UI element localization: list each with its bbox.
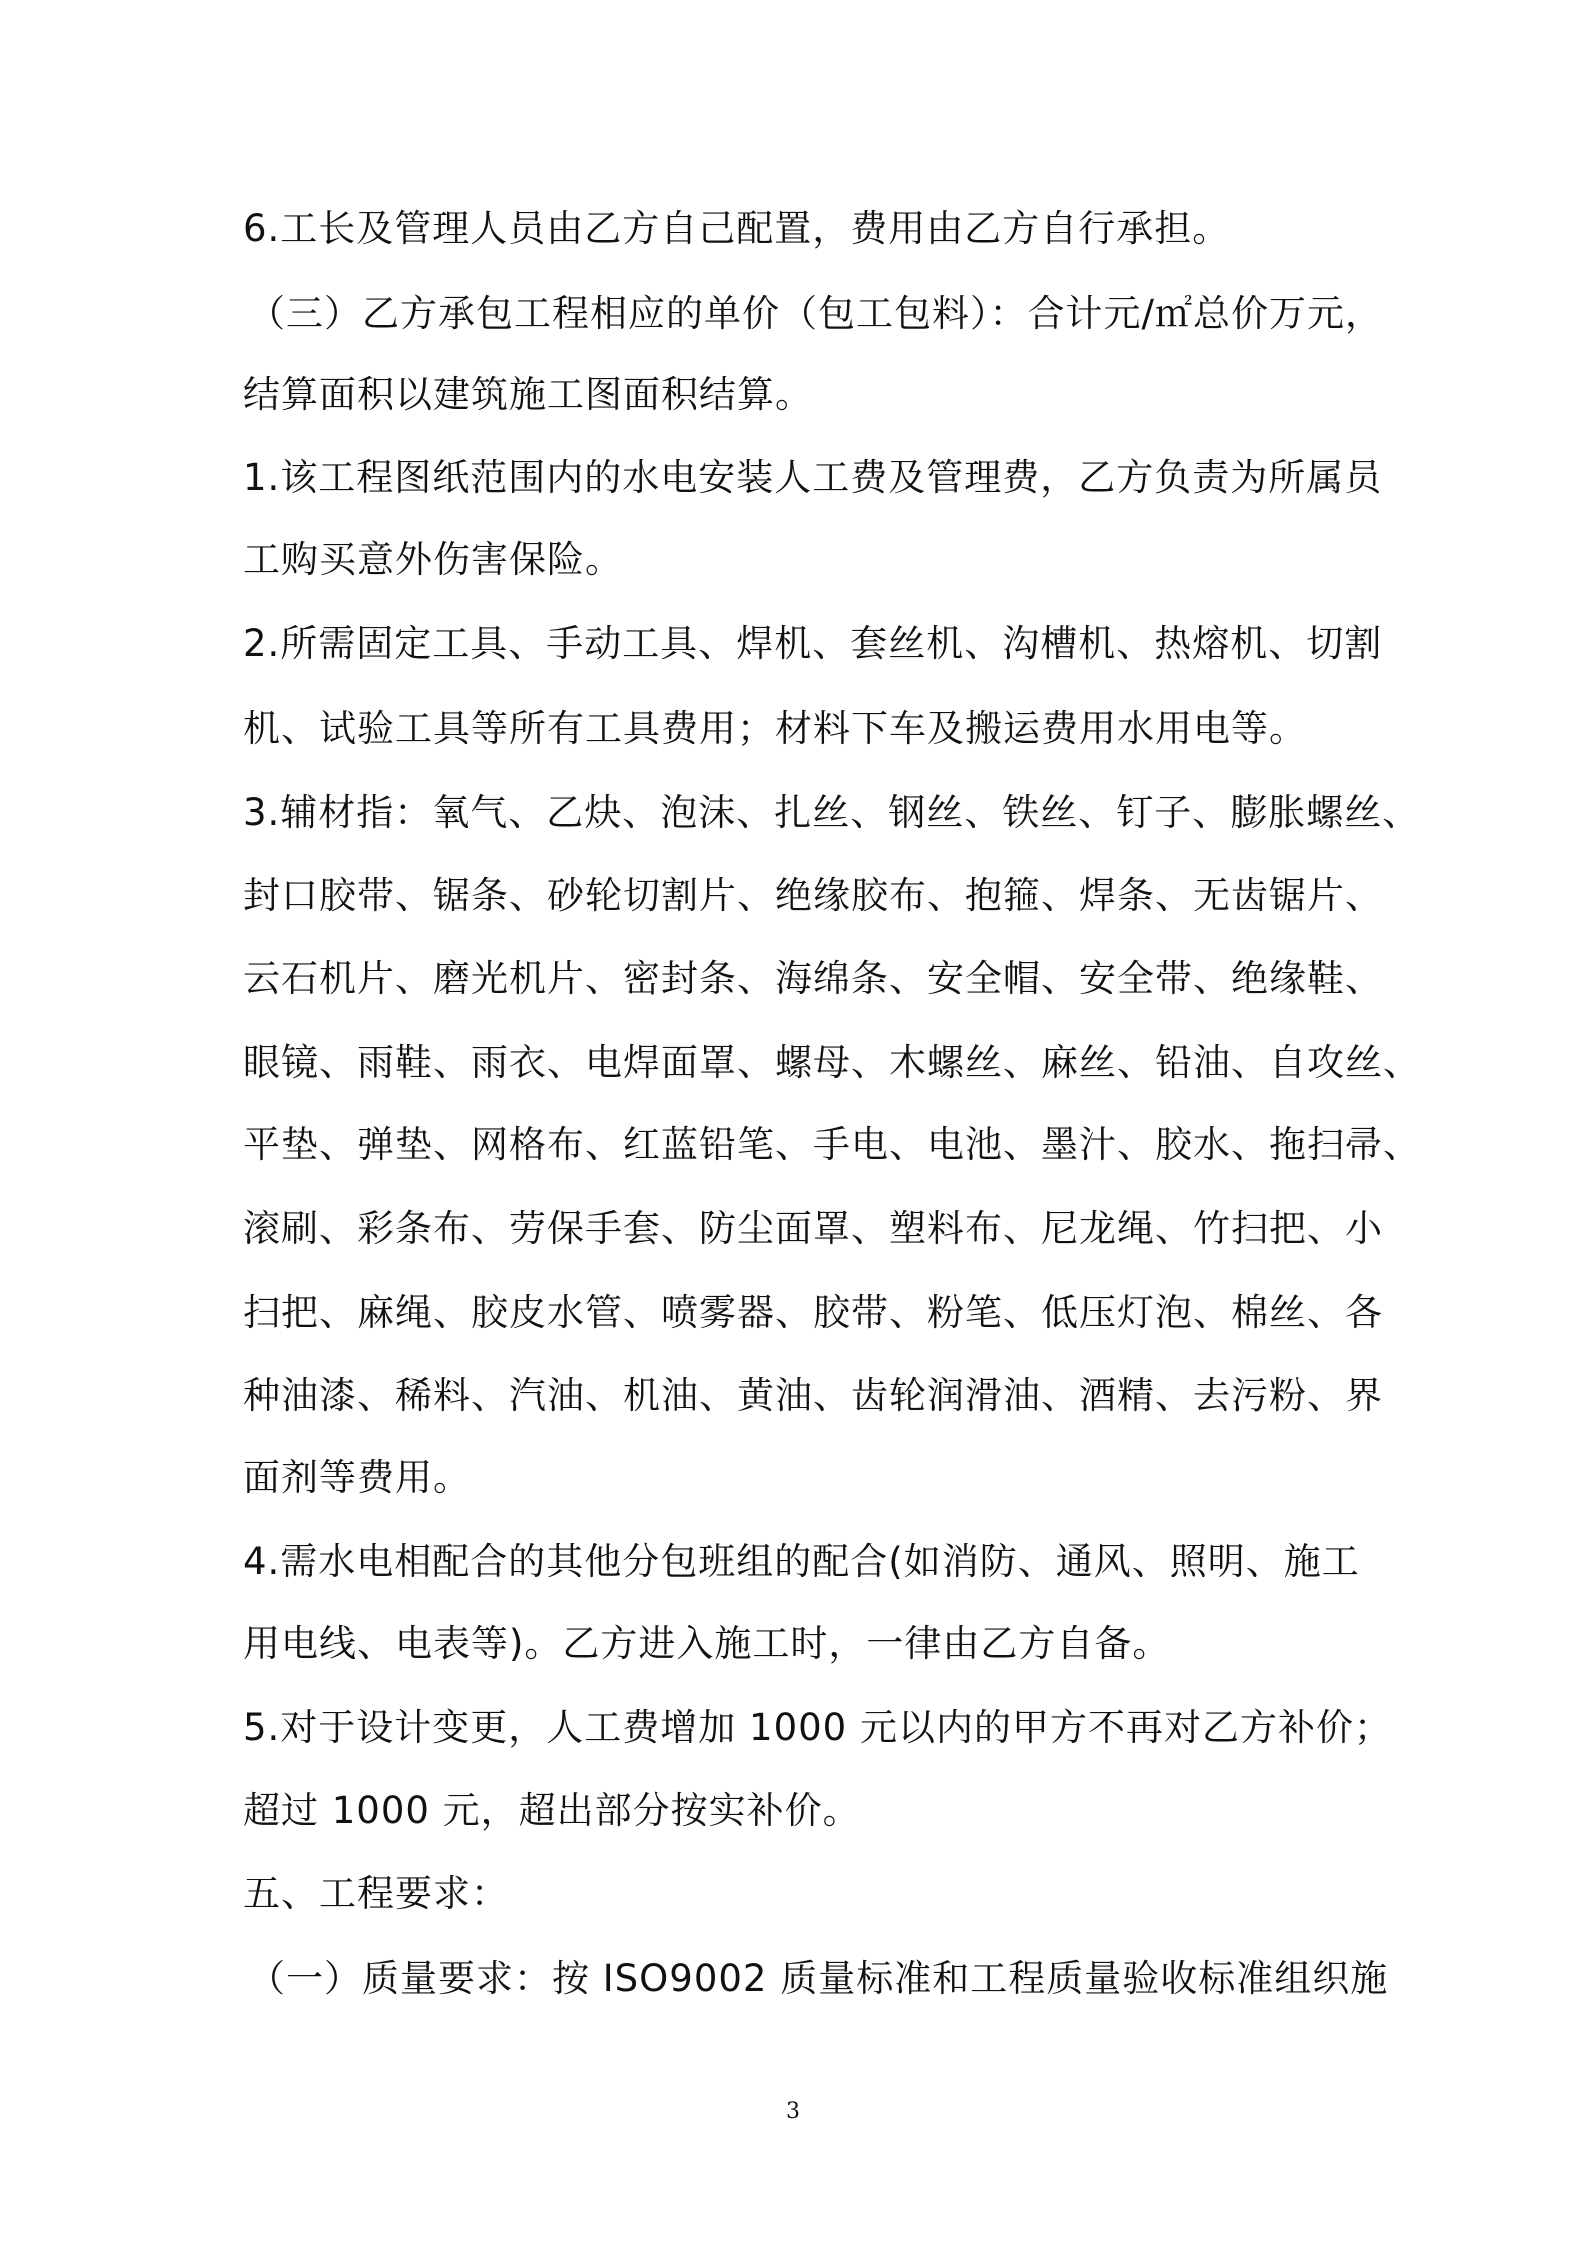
text-line-10: 云石机片、磨光机片、密封条、海绵条、安全帽、安全带、绝缘鞋、 <box>243 957 1383 1000</box>
section-heading-five: 五、工程要求： <box>243 1872 509 1915</box>
text-line-6: 2.所需固定工具、手动工具、焊机、套丝机、沟槽机、热熔机、切割 <box>243 622 1383 665</box>
text-line-8: 3.辅材指：氧气、乙炔、泡沫、扎丝、钢丝、铁丝、钉子、膨胀螺丝、 <box>243 791 1421 834</box>
text-line-1: 6.工长及管理人员由乙方自己配置，费用由乙方自行承担。 <box>243 207 1231 250</box>
text-line-19: 5.对于设计变更，人工费增加 1000 元以内的甲方不再对乙方补价； <box>243 1706 1392 1749</box>
text-line-3: 结算面积以建筑施工图面积结算。 <box>243 373 813 416</box>
text-line-17: 4.需水电相配合的其他分包班组的配合(如消防、通风、照明、施工 <box>243 1540 1360 1583</box>
text-line-16: 面剂等费用。 <box>243 1456 471 1499</box>
text-line-12: 平垫、弹垫、网格布、红蓝铅笔、手电、电池、墨汁、胶水、拖扫帚、 <box>243 1123 1421 1166</box>
text-line-15: 种油漆、稀料、汽油、机油、黄油、齿轮润滑油、酒精、去污粉、界 <box>243 1374 1383 1417</box>
text-line-7: 机、试验工具等所有工具费用；材料下车及搬运费用水用电等。 <box>243 707 1307 750</box>
text-line-13: 滚刷、彩条布、劳保手套、防尘面罩、塑料布、尼龙绳、竹扫把、小 <box>243 1207 1383 1250</box>
text-line-4: 1.该工程图纸范围内的水电安装人工费及管理费，乙方负责为所属员 <box>243 456 1383 499</box>
text-line-14: 扫把、麻绳、胶皮水管、喷雾器、胶带、粉笔、低压灯泡、棉丝、各 <box>243 1291 1383 1334</box>
text-line-18: 用电线、电表等)。乙方进入施工时，一律由乙方自备。 <box>243 1622 1171 1665</box>
text-line-22: （一）质量要求：按 ISO9002 质量标准和工程质量验收标准组织施 <box>248 1957 1389 2000</box>
text-line-11: 眼镜、雨鞋、雨衣、电焊面罩、螺母、木螺丝、麻丝、铅油、自攻丝、 <box>243 1041 1421 1084</box>
text-line-2: （三）乙方承包工程相应的单价（包工包料）：合计元/㎡总价万元， <box>248 292 1383 335</box>
page-number: 3 <box>786 2099 800 2124</box>
text-line-5: 工购买意外伤害保险。 <box>243 538 623 581</box>
text-line-20: 超过 1000 元，超出部分按实补价。 <box>243 1789 861 1832</box>
text-line-9: 封口胶带、锯条、砂轮切割片、绝缘胶布、抱箍、焊条、无齿锯片、 <box>243 874 1383 917</box>
